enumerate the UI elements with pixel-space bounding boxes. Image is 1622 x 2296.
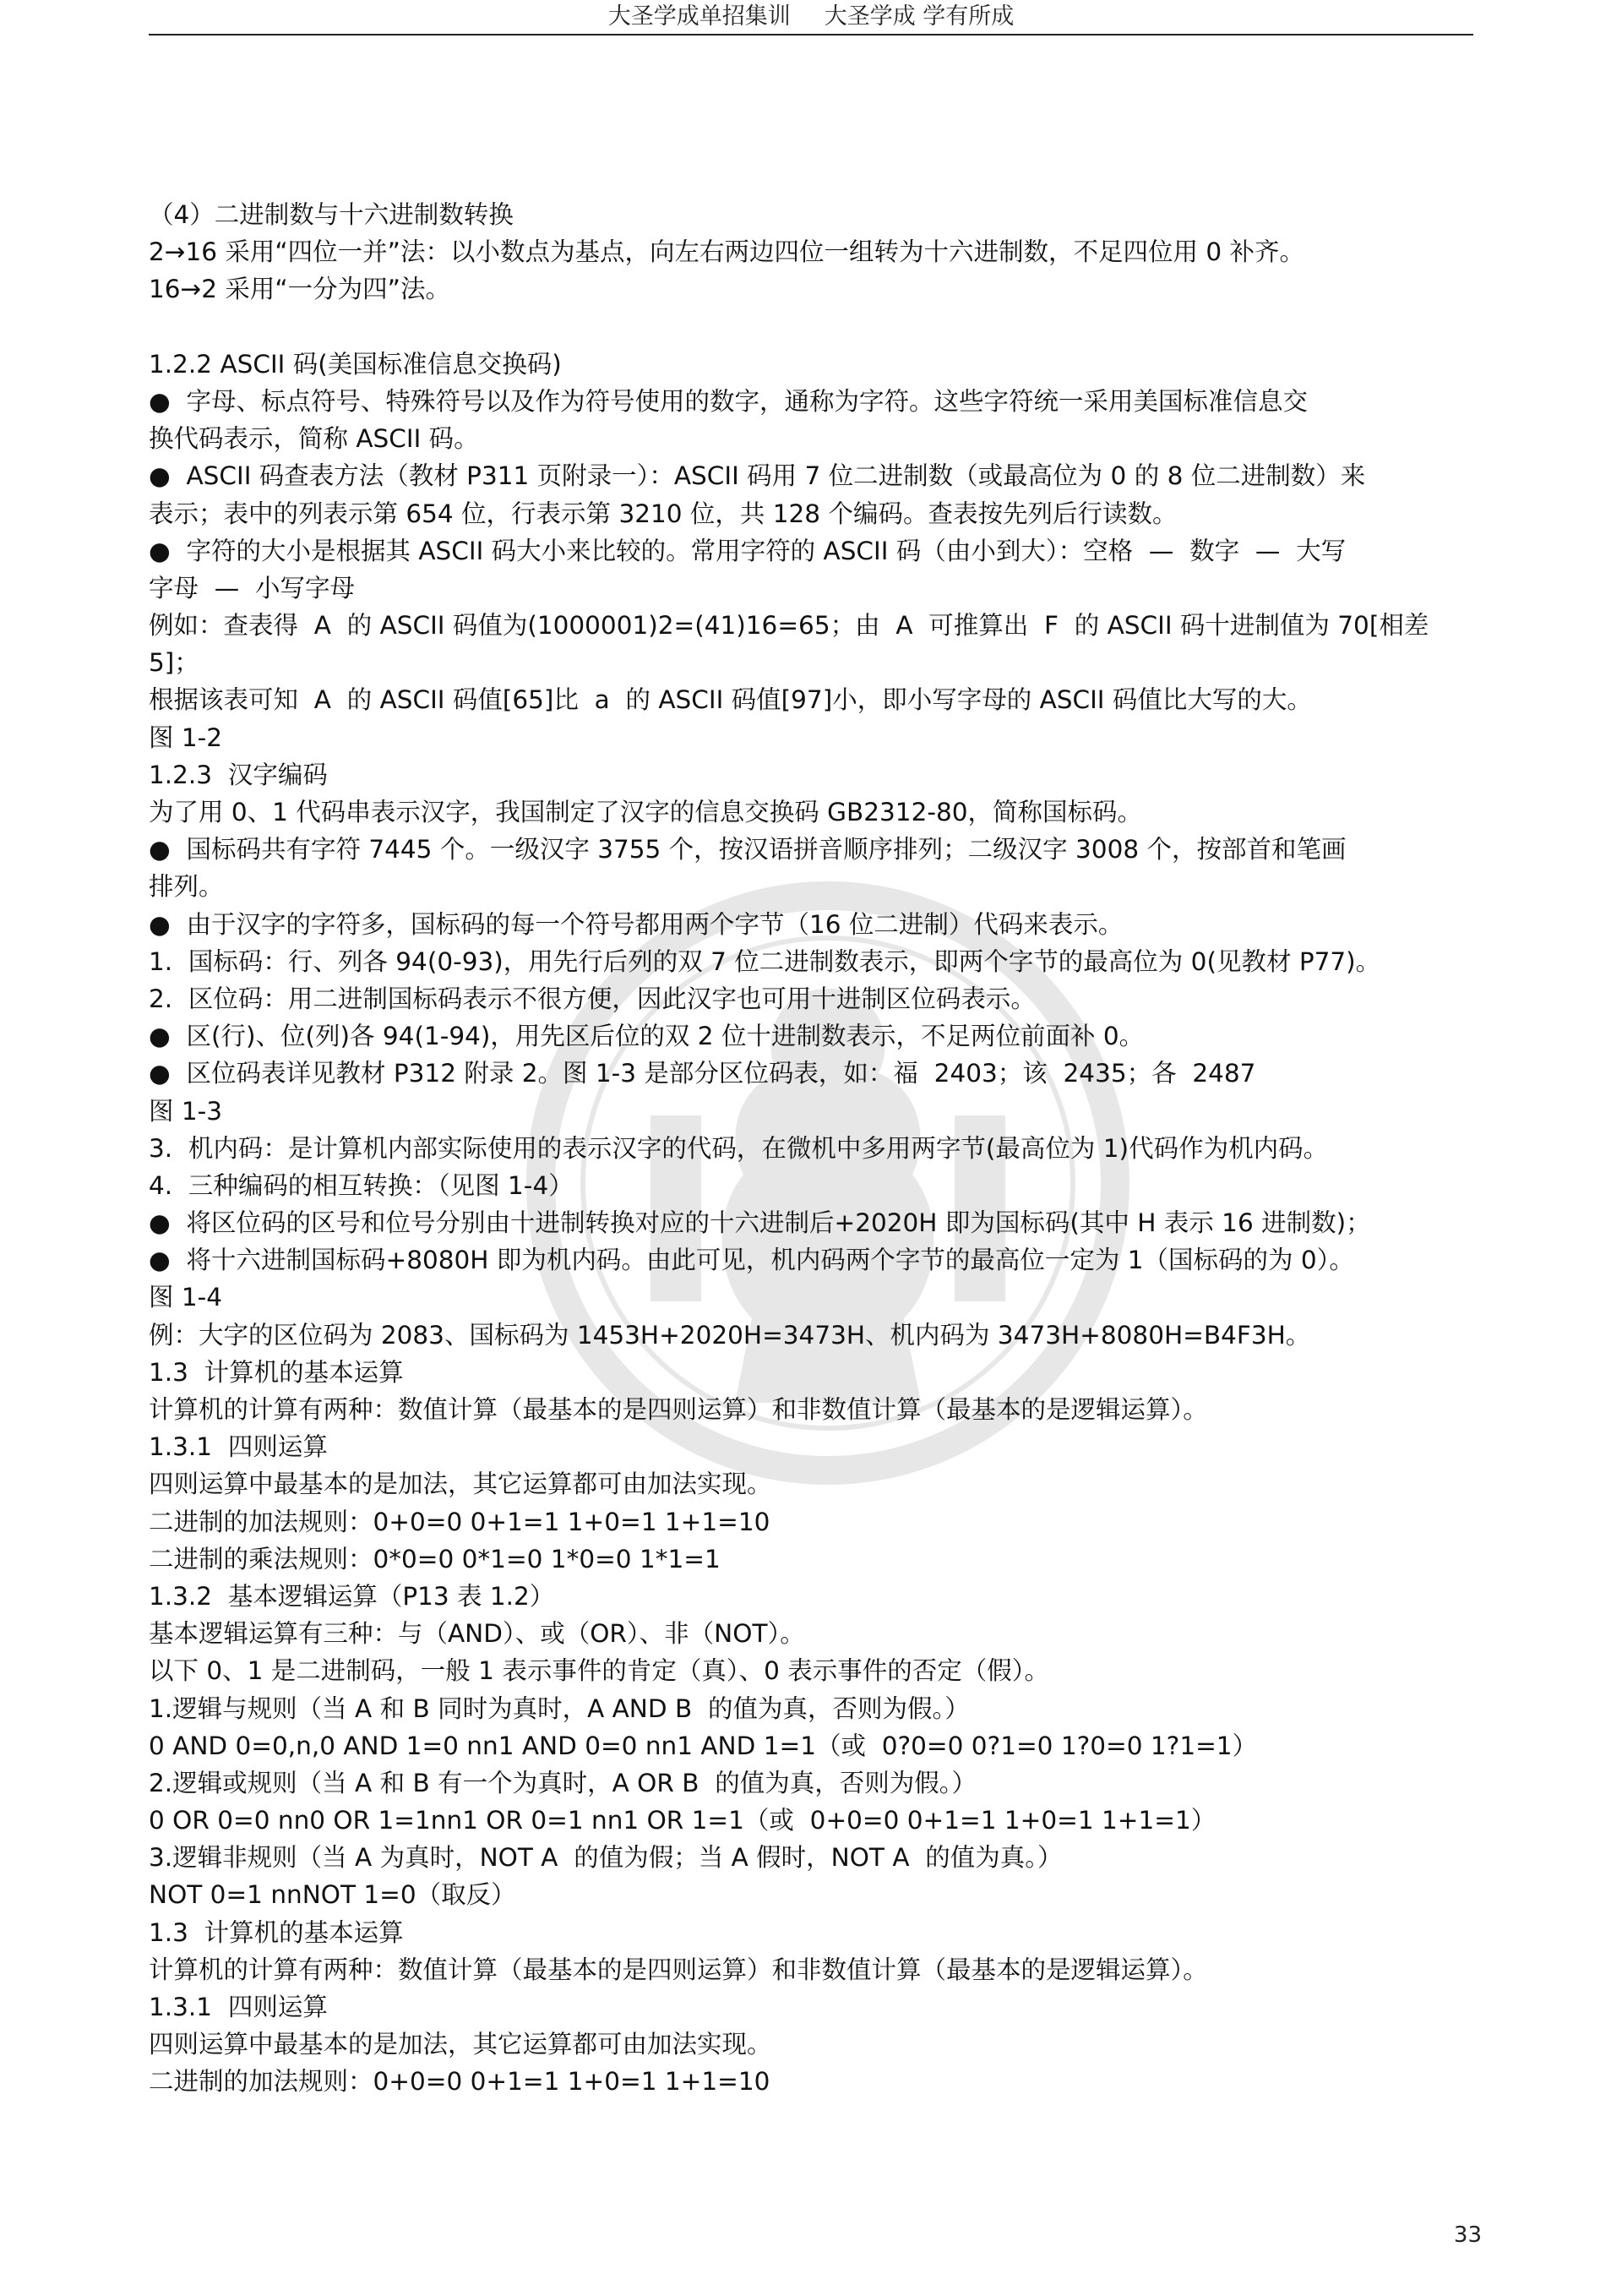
text-line: 表示；表中的列表示第 654 位，行表示第 3210 位，共 128 个编码。查表按先列后行读数。 bbox=[149, 499, 1178, 528]
page-number: 33 bbox=[1453, 2222, 1482, 2248]
text-line: 4. 三种编码的相互转换：（见图 1-4） bbox=[149, 1170, 574, 1200]
text-line: ● 字母、标点符号、特殊符号以及作为符号使用的数字，通称为字符。这些字符统一采用美国标准信息交 bbox=[149, 386, 1308, 416]
text-line: 16→2 采用“一分为四”法。 bbox=[149, 275, 450, 304]
text-line: 1.逻辑与规则（当 A 和 B 同时为真时，A AND B 的值为真，否则为假。） bbox=[149, 1693, 970, 1723]
text-line: 排列。 bbox=[149, 872, 224, 902]
section-heading: 1.3.1 四则运算 bbox=[149, 1993, 328, 2021]
text-line: ● 字符的大小是根据其 ASCII 码大小来比较的。常用字符的 ASCII 码（由小到大）：空格 — 数字 — 大写 bbox=[149, 536, 1347, 565]
text-line: 二进制的加法规则：0+0=0 0+1=1 1+0=1 1+1=10 bbox=[149, 1507, 770, 1536]
text-line: 0 AND 0=0,n,0 AND 1=0 nn1 AND 0=0 nn1 AND 1=1（或 0?0=0 0?1=0 1?0=0 1?1=1） bbox=[149, 1731, 1258, 1760]
text-line: 例如：查表得 A 的 ASCII 码值为(1000001)2=(41)16=65；由 A 可推算出 F 的 ASCII 码十进制值为 70[相差 bbox=[149, 611, 1429, 641]
text-line: 以下 0、1 是二进制码，一般 1 表示事件的肯定（真）、0 表示事件的否定（假）。 bbox=[149, 1656, 1049, 1686]
text-line: 四则运算中最基本的是加法，其它运算都可由加法实现。 bbox=[149, 2030, 772, 2059]
text-line: 二进制的加法规则：0+0=0 0+1=1 1+0=1 1+1=10 bbox=[149, 2067, 770, 2097]
text-line: 换代码表示，简称 ASCII 码。 bbox=[149, 424, 479, 454]
figure-caption: 图 1-2 bbox=[149, 723, 223, 752]
section-heading: 1.3 计算机的基本运算 bbox=[149, 1357, 404, 1387]
text-line: NOT 0=1 nnNOT 1=0（取反） bbox=[149, 1880, 516, 1910]
text-line: 例：大字的区位码为 2083、国标码为 1453H+2020H=3473H、机内码为 3473H+8080H=B4F3H。 bbox=[149, 1320, 1311, 1350]
text-line: 0 OR 0=0 nn0 OR 1=1nn1 OR 0=1 nn1 OR 1=1（或 0+0=0 0+1=1 1+0=1 1+1=1） bbox=[149, 1806, 1216, 1835]
text-line: ● 区(行)、位(列)各 94(1-94)，用先区后位的双 2 位十进制数表示，不足两位前面补 0。 bbox=[149, 1022, 1145, 1051]
text-line: 计算机的计算有两种：数值计算（最基本的是四则运算）和非数值计算（最基本的是逻辑运算）。 bbox=[149, 1395, 1208, 1424]
section-heading: 1.3.1 四则运算 bbox=[149, 1432, 328, 1462]
figure-caption: 图 1-4 bbox=[149, 1283, 223, 1312]
text-line: ● 由于汉字的字符多，国标码的每一个符号都用两个字节（16 位二进制）代码来表示。 bbox=[149, 909, 1124, 939]
text-line: 2. 区位码：用二进制国标码表示不很方便，因此汉字也可用十进制区位码表示。 bbox=[149, 984, 1036, 1013]
section-heading: 1.3.2 基本逻辑运算（P13 表 1.2） bbox=[149, 1581, 555, 1611]
text-line: 2.逻辑或规则（当 A 和 B 有一个为真时，A OR B 的值为真，否则为假。） bbox=[149, 1768, 977, 1797]
header-title-left: 大圣学成单招集训 bbox=[607, 3, 791, 30]
text-line: 基本逻辑运算有三种：与（AND）、或（OR）、非（NOT）。 bbox=[149, 1619, 805, 1649]
text-line: ● 国标码共有字符 7445 个。一级汉字 3755 个，按汉语拼音顺序排列；二级汉字 3008 个，按部首和笔画 bbox=[149, 835, 1347, 864]
text-line: 1. 国标码：行、列各 94(0-93)，用先行后列的双 7 位二进制数表示，即两个字节的最高位为 0(见教材 P77)。 bbox=[149, 946, 1381, 976]
text-line: 5]； bbox=[149, 648, 199, 678]
text-line: 二进制的乘法规则：0*0=0 0*1=0 1*0=0 1*1=1 bbox=[149, 1544, 721, 1573]
section-heading: 1.2.3 汉字编码 bbox=[149, 760, 328, 789]
blank-line bbox=[149, 308, 1485, 346]
document-body bbox=[149, 196, 1485, 2101]
text-line: （4）二进制数与十六进制数转换 bbox=[149, 200, 514, 229]
text-line: 字母 — 小写字母 bbox=[149, 573, 356, 603]
text-line: ● ASCII 码查表方法（教材 P311 页附录一）：ASCII 码用 7 位二进制数（或最高位为 0 的 8 位二进制数）来 bbox=[149, 461, 1366, 491]
page-header bbox=[149, 0, 1473, 35]
text-line: ● 将十六进制国标码+8080H 即为机内码。由此可见，机内码两个字节的最高位一定为 1（国标码的为 0）。 bbox=[149, 1246, 1354, 1275]
text-line: 计算机的计算有两种：数值计算（最基本的是四则运算）和非数值计算（最基本的是逻辑运算）。 bbox=[149, 1955, 1208, 1984]
section-heading: 1.3 计算机的基本运算 bbox=[149, 1917, 404, 1947]
section-heading: 1.2.2 ASCII 码(美国标准信息交换码) bbox=[149, 349, 562, 379]
text-line: 2→16 采用“四位一并”法：以小数点为基点，向左右两边四位一组转为十六进制数，不足四位用 0 补齐。 bbox=[149, 237, 1304, 267]
text-line: 为了用 0、1 代码串表示汉字，我国制定了汉字的信息交换码 GB2312-80，简称国标码。 bbox=[149, 798, 1143, 826]
text-line: 3.逻辑非规则（当 A 为真时，NOT A 的值为假；当 A 假时，NOT A 的值为真。） bbox=[149, 1843, 1063, 1873]
figure-caption: 图 1-3 bbox=[149, 1096, 223, 1126]
text-line: 根据该表可知 A 的 ASCII 码值[65]比 a 的 ASCII 码值[97]小，即小写字母的 ASCII 码值比大写的大。 bbox=[149, 685, 1312, 715]
text-line: 四则运算中最基本的是加法，其它运算都可由加法实现。 bbox=[149, 1470, 772, 1499]
text-line: 3. 机内码：是计算机内部实际使用的表示汉字的代码，在微机中多用两字节(最高位为 1)代码作为机内码。 bbox=[149, 1133, 1329, 1163]
text-line: ● 区位码表详见教材 P312 附录 2。图 1-3 是部分区位码表，如：福 2403；该 2435；各 2487 bbox=[149, 1059, 1256, 1088]
header-title-right: 大圣学成 学有所成 bbox=[824, 3, 1015, 30]
text-line: ● 将区位码的区号和位号分别由十进制转换对应的十六进制后+2020H 即为国标码(其中 H 表示 16 进制数)； bbox=[149, 1208, 1371, 1238]
